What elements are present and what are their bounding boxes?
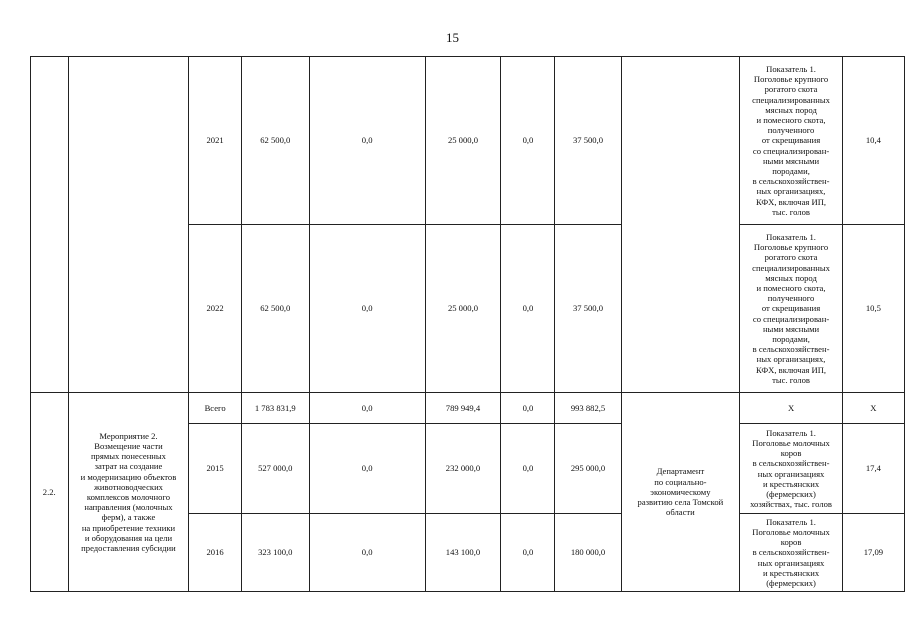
indicator-value-cell: 10,4 — [842, 57, 904, 225]
other-cell: 993 882,5 — [555, 393, 621, 424]
program-table — [30, 56, 905, 592]
local-cell: 0,0 — [501, 225, 555, 393]
total-cell: 1 783 831,9 — [241, 393, 309, 424]
regional-cell: 232 000,0 — [425, 424, 501, 514]
measure-cell-empty — [68, 57, 189, 393]
indicator-value-cell: 17,09 — [842, 514, 904, 592]
year-cell: 2015 — [189, 424, 241, 514]
indicator-cell: Показатель 1. Поголовье крупного рогатого скота специализированных мясных пород и помесного скота, полученного от скрещивания со специализирован- ными мясными породами, в сельскохозяйствен- ных организациях, КФХ, включая ИП, тыс. голов — [740, 57, 843, 225]
local-cell: 0,0 — [501, 393, 555, 424]
year-cell: 2016 — [189, 514, 241, 592]
year-cell: 2021 — [189, 57, 241, 225]
measure-number-cell: 2.2. — [31, 393, 69, 592]
federal-cell: 0,0 — [309, 225, 425, 393]
indicator-cell: Показатель 1. Поголовье молочных коров в сельскохозяйствен- ных организациях и крестьянских (фермерских) хозяйствах, тыс. голов — [740, 424, 843, 514]
total-cell: 62 500,0 — [241, 57, 309, 225]
other-cell: 37 500,0 — [555, 57, 621, 225]
indicator-value-cell: 10,5 — [842, 225, 904, 393]
other-cell: 295 000,0 — [555, 424, 621, 514]
regional-cell: 143 100,0 — [425, 514, 501, 592]
year-cell: Всего — [189, 393, 241, 424]
total-cell: 323 100,0 — [241, 514, 309, 592]
indicator-cell: Показатель 1. Поголовье молочных коров в сельскохозяйствен- ных организациях и крестьянских (фермерских) — [740, 514, 843, 592]
executor-cell-empty — [621, 57, 740, 393]
local-cell: 0,0 — [501, 514, 555, 592]
table-row — [31, 57, 905, 225]
year-cell: 2022 — [189, 225, 241, 393]
local-cell: 0,0 — [501, 424, 555, 514]
federal-cell: 0,0 — [309, 57, 425, 225]
regional-cell: 25 000,0 — [425, 225, 501, 393]
indicator-value-cell: X — [842, 393, 904, 424]
page-number: 15 — [446, 30, 459, 45]
federal-cell: 0,0 — [309, 393, 425, 424]
table-row — [31, 393, 905, 424]
local-cell: 0,0 — [501, 57, 555, 225]
other-cell: 180 000,0 — [555, 514, 621, 592]
number-cell-empty — [31, 57, 69, 393]
indicator-cell: Показатель 1. Поголовье крупного рогатого скота специализированных мясных пород и помесного скота, полученного от скрещивания со специализирован- ными мясными породами, в сельскохозяйствен- ных организациях, КФХ, включая ИП, тыс. голов — [740, 225, 843, 393]
executor-cell: Департамент по социально- экономическому развитию села Томской области — [621, 393, 740, 592]
indicator-value-cell: 17,4 — [842, 424, 904, 514]
total-cell: 62 500,0 — [241, 225, 309, 393]
other-cell: 37 500,0 — [555, 225, 621, 393]
regional-cell: 789 949,4 — [425, 393, 501, 424]
regional-cell: 25 000,0 — [425, 57, 501, 225]
measure-name-cell: Мероприятие 2. Возмещение части прямых понесенных затрат на создание и модернизацию объектов животноводческих комплексов молочного направления (молочных ферм), а также на приобретение техники и оборудования на цели предоставления субсидии — [68, 393, 189, 592]
indicator-cell: X — [740, 393, 843, 424]
federal-cell: 0,0 — [309, 424, 425, 514]
federal-cell: 0,0 — [309, 514, 425, 592]
total-cell: 527 000,0 — [241, 424, 309, 514]
